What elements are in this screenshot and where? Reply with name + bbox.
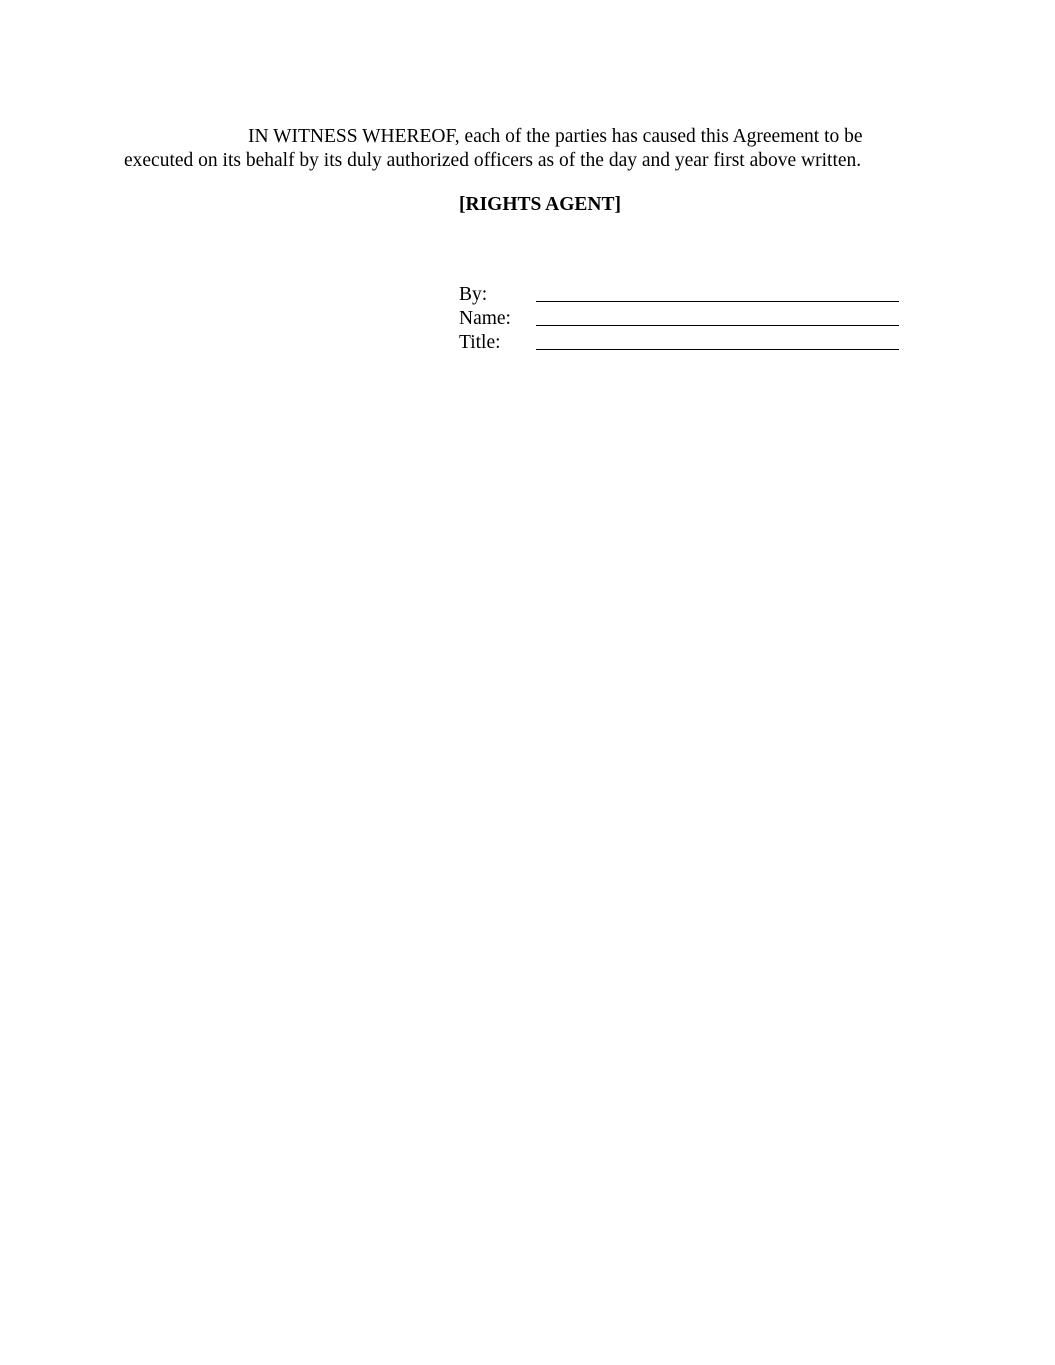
witness-line-1: IN WITNESS WHEREOF, each of the parties has caused this Agreement to be [248,126,863,147]
party-heading: [RIGHTS AGENT] [459,194,621,215]
signature-row-title [459,331,901,355]
by-signature-line [536,301,899,302]
witness-paragraph [124,125,906,173]
by-label: By: [459,284,488,305]
name-signature-line [536,325,899,326]
signature-block [459,283,901,355]
title-label: Title: [459,332,501,353]
title-signature-line [536,349,899,350]
signature-row-by [459,283,901,307]
witness-line-2: executed on its behalf by its duly authorized officers as of the day and year first above written. [124,150,862,171]
name-label: Name: [459,308,511,329]
signature-row-name [459,307,901,331]
